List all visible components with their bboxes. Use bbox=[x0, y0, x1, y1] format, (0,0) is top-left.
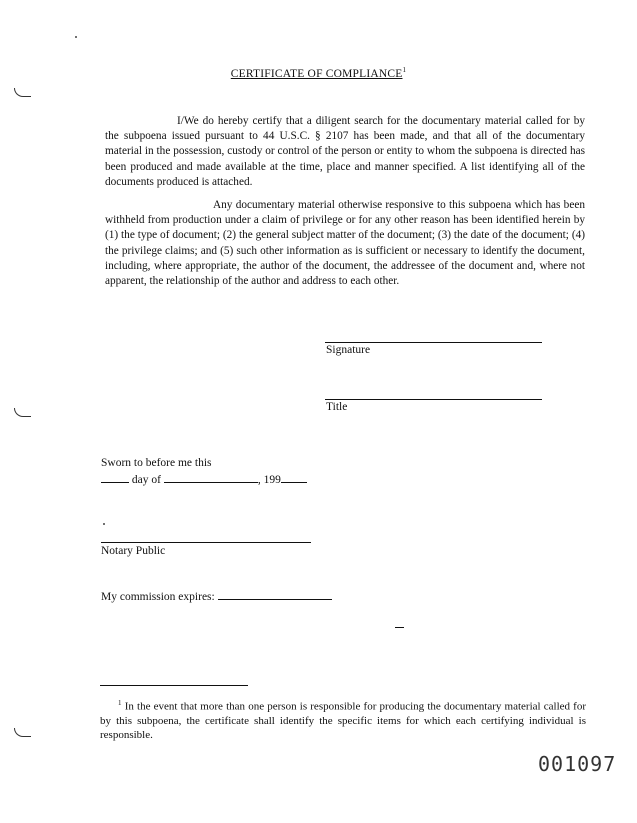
sworn-date-line: day of , 199 bbox=[101, 472, 307, 486]
signature-label: Signature bbox=[326, 344, 371, 356]
commission-label: My commission expires: bbox=[101, 591, 215, 603]
withheld-material-paragraph: Any documentary material otherwise responsive to this subpoena which has been withheld from production under a claim of privilege or for any other reason has been identified herein by (1) the type of document; (2) the general subject matter of the document; (3) the date of the document; (4) the privilege claims; and (5) such other information as is sufficient or necessary to identify the document, including, where appropriate, the author of the document, the addressee of the document and, where not apparent, the relationship of the author and address to each other. bbox=[105, 199, 585, 288]
footnote-mark: 1 bbox=[118, 699, 122, 707]
page-number-stamp: 001097 bbox=[538, 752, 617, 776]
margin-mark-top bbox=[14, 88, 31, 97]
title-label: Title bbox=[326, 401, 348, 413]
footnote-text: In the event that more than one person is responsible for producing the documentary material called for by this subpoena, the certificate shall identify the specific items for which each certifying individual is responsible. bbox=[100, 700, 587, 741]
page-title bbox=[0, 66, 637, 80]
notary-signature-line[interactable] bbox=[101, 542, 311, 543]
year-prefix: 199 bbox=[263, 474, 281, 486]
month-blank[interactable] bbox=[164, 472, 258, 483]
speck bbox=[75, 36, 77, 38]
notary-public-label: Notary Public bbox=[101, 545, 166, 557]
stray-dot bbox=[103, 523, 105, 525]
footnote-separator bbox=[100, 685, 248, 686]
signature-line[interactable] bbox=[325, 342, 542, 343]
commission-expires-row bbox=[101, 589, 332, 603]
footnote bbox=[100, 696, 586, 742]
year-blank[interactable] bbox=[281, 472, 307, 483]
title-text: CERTIFICATE OF COMPLIANCE bbox=[230, 67, 403, 80]
margin-mark-bottom bbox=[14, 728, 31, 737]
certification-paragraph: I/We do hereby certify that a diligent search for the documentary material called for by the subpoena issued pursuant to 44 U.S.C. § 2107 has been made, and that all of the documentary material in the possession, custody or control of the person or entity to whom the subpoena is directed has been produced and made available at the time, place and manner specified. A list identifying all of the documents produced is attached. bbox=[105, 115, 585, 188]
margin-mark-middle bbox=[14, 408, 31, 417]
stray-dash bbox=[395, 627, 404, 628]
sworn-text: Sworn to before me this bbox=[101, 457, 212, 469]
title-footnote-mark: 1 bbox=[402, 66, 407, 74]
commission-blank[interactable] bbox=[218, 589, 332, 600]
title-line[interactable] bbox=[325, 399, 542, 400]
day-of-text: day of bbox=[131, 474, 161, 486]
day-blank[interactable] bbox=[101, 472, 129, 483]
